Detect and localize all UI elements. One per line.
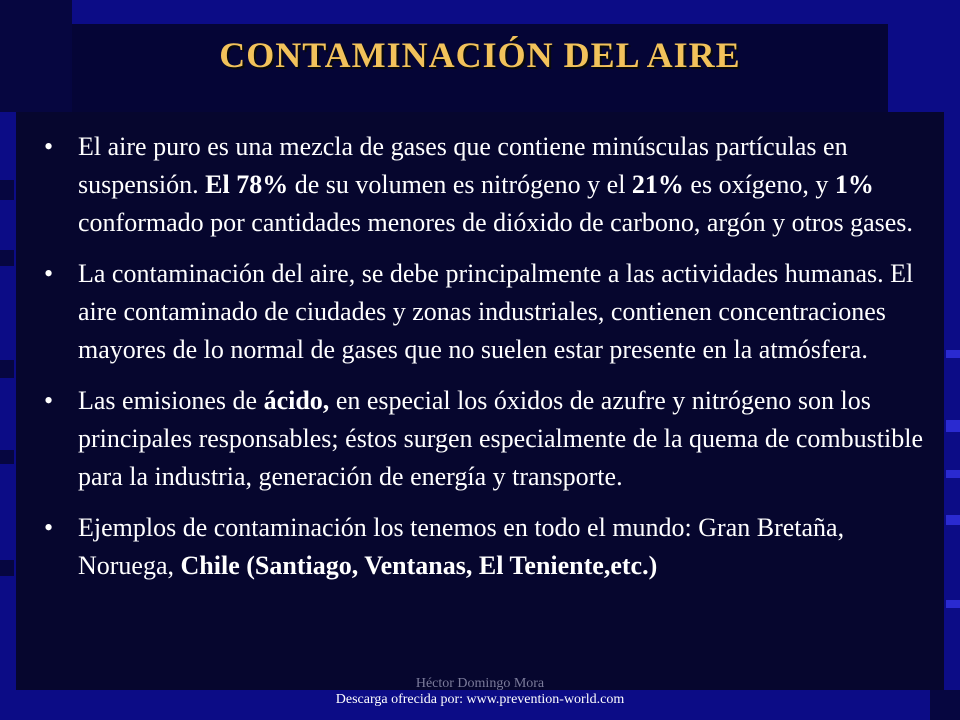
background-decoration — [946, 350, 960, 358]
footer — [0, 676, 960, 708]
bullet-icon: • — [44, 386, 54, 415]
bullet-text: es oxígeno, y — [683, 170, 835, 199]
background-decoration — [0, 250, 14, 266]
bullet-item — [44, 509, 934, 585]
bullet-emphasis: 21% — [631, 170, 684, 199]
bullet-icon: • — [44, 132, 54, 161]
background-decoration — [946, 600, 960, 608]
content-panel — [16, 112, 944, 690]
bullet-text: en especial los óxidos de azufre y nitrógeno son los principales responsables; éstos surgen especialmente de la quema de combustible para la industria, generación de energía y transporte. — [78, 386, 923, 491]
background-decoration — [0, 180, 14, 200]
background-decoration — [0, 0, 72, 112]
footer-source: Descarga ofrecida por: www.prevention-world.com — [335, 692, 625, 707]
bullet-list — [44, 128, 934, 598]
bullet-emphasis: 1% — [834, 170, 874, 199]
bullet-text: conformado por cantidades menores de dióxido de carbono, argón y otros gases. — [78, 208, 913, 237]
bullet-text: Ejemplos de contaminación los tenemos en todo el mundo: Gran Bretaña, Noruega, — [78, 513, 845, 580]
bullet-text: La contaminación del aire, se debe principalmente a las actividades humanas. El aire contaminado de ciudades y zonas industriales, contienen concentraciones mayores de lo normal de gases que no suelen estar presente en la atmósfera. — [78, 259, 914, 364]
bullet-text: de su volumen es nitrógeno y el — [288, 170, 632, 199]
bullet-icon: • — [44, 259, 54, 288]
bullet-item — [44, 382, 934, 496]
background-decoration — [0, 360, 14, 378]
background-decoration — [0, 450, 14, 464]
bullet-icon: • — [44, 513, 54, 542]
slide-title: CONTAMINACIÓN DEL AIRE — [219, 35, 741, 75]
background-decoration — [946, 515, 960, 525]
background-decoration — [946, 470, 960, 478]
background-decoration — [0, 560, 14, 576]
background-decoration — [946, 420, 960, 432]
bullet-text: El aire puro es una mezcla de gases que contiene minúsculas partículas en suspensión. — [78, 132, 848, 199]
bullet-emphasis: Chile (Santiago, Ventanas, El Teniente,etc.) — [180, 551, 658, 580]
bullet-emphasis: ácido, — [263, 386, 330, 415]
bullet-item — [44, 255, 934, 369]
footer-author: Héctor Domingo Mora — [415, 676, 545, 691]
bullet-item — [44, 128, 934, 242]
bullet-text: Las emisiones de — [78, 386, 264, 415]
bullet-emphasis: El 78% — [205, 170, 289, 199]
